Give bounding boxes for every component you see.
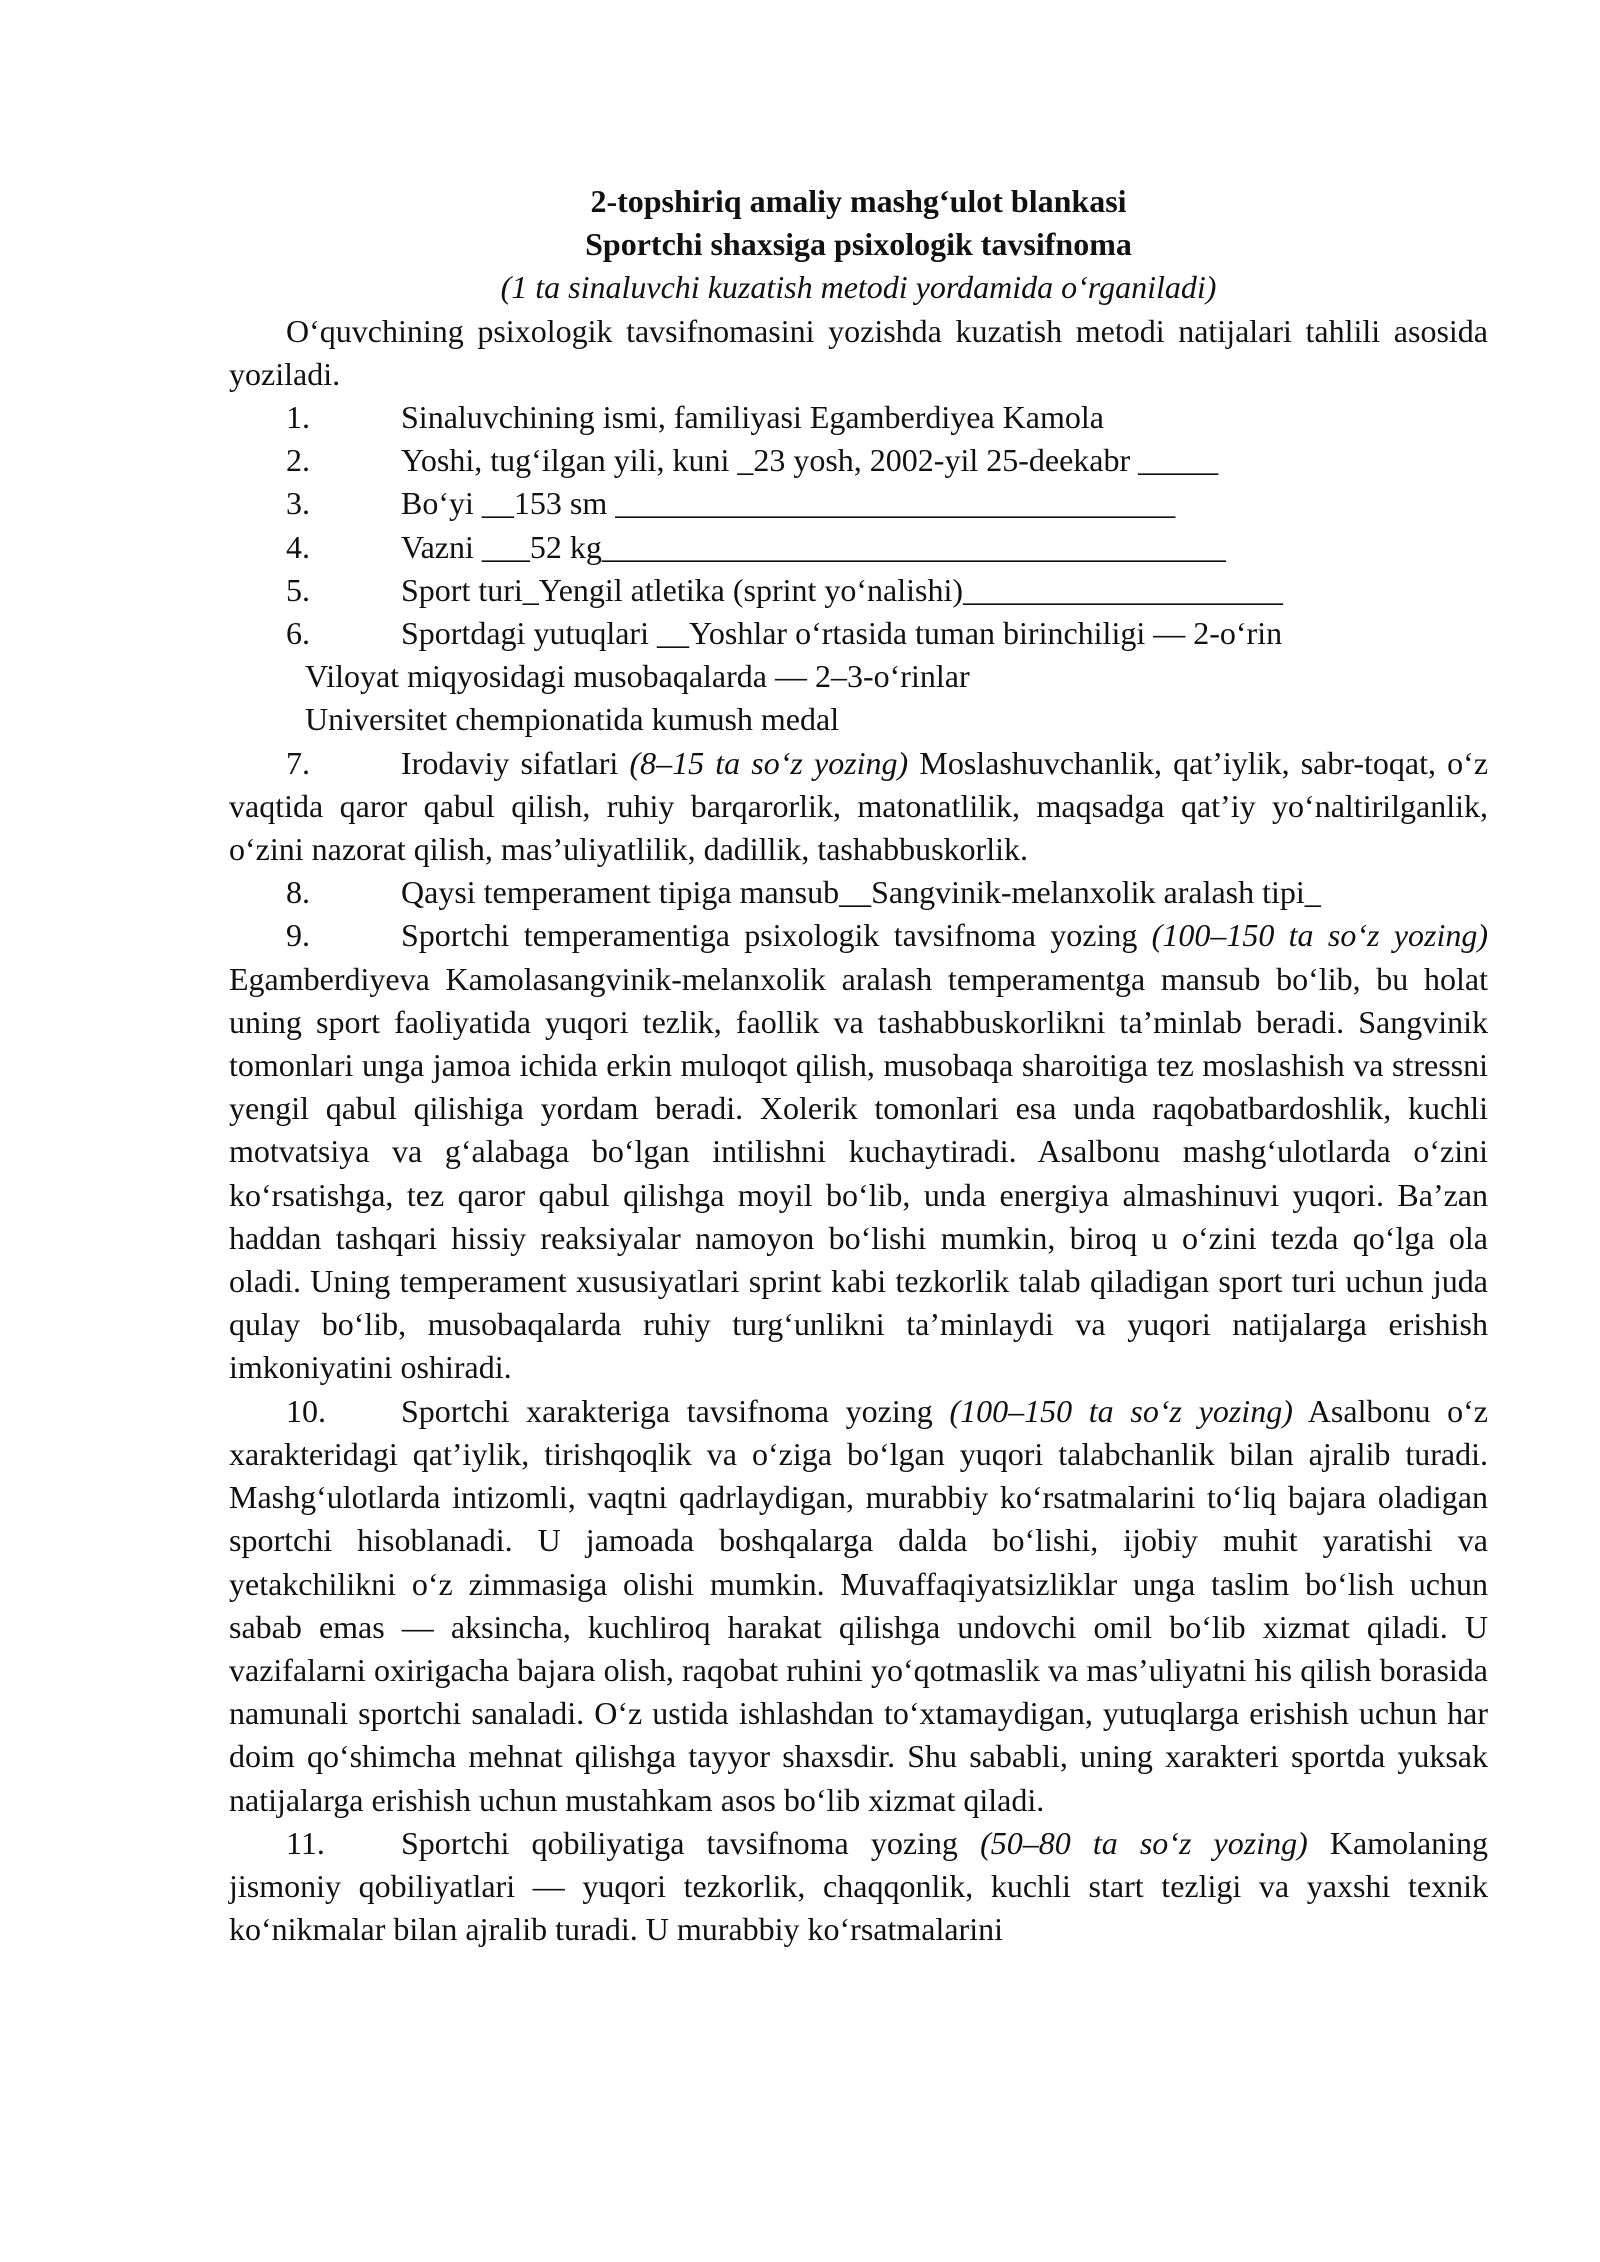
item-number: 5. <box>286 571 310 608</box>
item-label: Sportchi xarakteriga tavsifnoma yozing <box>401 1392 933 1429</box>
item-label: Sportchi temperamentiga psixologik tavsifnoma yozing <box>401 917 1138 954</box>
item-hint: (50–80 ta so‘z yozing) <box>980 1824 1308 1861</box>
document-title: 2-topshiriq amaliy mashg‘ulot blankasi <box>590 183 1127 219</box>
list-item-1 <box>229 396 1488 439</box>
item-number: 2. <box>286 442 310 479</box>
list-item-6 <box>229 612 1488 655</box>
list-item-3 <box>229 482 1488 525</box>
item-text: Qaysi temperament tipiga mansub__Sangvinik-melanxolik aralash tipi_ <box>401 874 1321 911</box>
list-item-8 <box>229 871 1488 914</box>
item-text: Bo‘yi __153 sm ___________________________________ <box>401 485 1176 522</box>
list-item-11 <box>229 1822 1488 1952</box>
item-number: 4. <box>286 528 310 565</box>
item-answer: Egamberdiyeva Kamolasangvinik-melanxolik aralash temperamentga mansub bo‘lib, bu holat uning sport faoliyatida yuqori tezlik, faollik va tashabbuskorlikni ta’minlab beradi. Sangvinik tomonlari unga jamoa ichida erkin muloqot qilish, musobaqa sharoitiga tez moslashish va stressni yengil qabul qilishiga yordam beradi. Xolerik tomonlari esa unda raqobatbardoshlik, kuchli motvatsiya va g‘alabaga bo‘lgan intilishni kuchaytiradi. Asalbonu mashg‘ulotlarda o‘zini ko‘rsatishga, tez qaror qabul qilishga moyil bo‘lib, unda energiya almashinuvi yuqori. Ba’zan haddan tashqari hissiy reaksiyalar namoyon bo‘lishi mumkin, biroq u o‘zini tezda qo‘lga ola oladi. Uning temperament xususiyatlari sprint kabi tezkorlik talab qiladigan sport turi uchun juda qulay bo‘lib, musobaqalarda ruhiy turg‘unlikni ta’minlaydi va yuqori natijalarga erishish imkoniyatini oshiradi. <box>229 960 1488 1386</box>
item-number: 6. <box>286 615 310 652</box>
list-item-7 <box>229 742 1488 872</box>
item-text: Sinaluvchining ismi, familiyasi Egamberdiyea Kamola <box>401 399 1104 436</box>
item-text: Sportdagi yutuqlari __Yoshlar o‘rtasida tuman birinchiligi — 2-o‘rin <box>401 615 1283 652</box>
item-number: 11. <box>286 1824 325 1861</box>
item-text: Sport turi_Yengil atletika (sprint yo‘nalishi)____________________ <box>401 571 1284 608</box>
item-number: 1. <box>286 399 310 436</box>
item-6-line-2: Viloyat miqyosidagi musobaqalarda — 2–3-o‘rinlar <box>305 658 970 695</box>
item-answer: Kamolaning jismoniy qobiliyatlari — yuqori tezkorlik, chaqqonlik, kuchli start tezligi va yaxshi texnik ko‘nikmalar bilan ajralib turadi. U murabbiy ko‘rsatmalarini <box>229 1824 1489 1948</box>
item-answer: Moslashuvchanlik, qat’iylik, sabr-toqat, o‘z vaqtida qaror qabul qilish, ruhiy barqarorlik, matonatlilik, maqsadga qat’iy yo‘naltirilganlik, o‘zini nazorat qilish, mas’uliyatlilik, dadillik, tashabbuskorlik. <box>229 744 1489 868</box>
item-number: 7. <box>286 744 310 781</box>
list-item-10 <box>229 1390 1488 1822</box>
item-number: 10. <box>286 1392 326 1429</box>
item-hint: (100–150 ta so‘z yozing) <box>949 1392 1293 1429</box>
item-number: 9. <box>286 917 310 954</box>
item-number: 3. <box>286 485 310 522</box>
item-label: Sportchi qobiliyatiga tavsifnoma yozing <box>401 1824 958 1861</box>
item-hint: (8–15 ta so‘z yozing) <box>629 744 909 781</box>
item-text: Yoshi, tug‘ilgan yili, kuni _23 yosh, 2002-yil 25-deekabr _____ <box>401 442 1219 479</box>
intro-paragraph: O‘quvchining psixologik tavsifnomasini yozishda kuzatish metodi natijalari tahlili asosida yoziladi. <box>229 312 1488 392</box>
list-item-4 <box>229 526 1488 569</box>
item-answer: Asalbonu o‘z xarakteridagi qat’iylik, tirishqoqlik va o‘ziga bo‘lgan yuqori talabchanlik bilan ajralib turadi. Mashg‘ulotlarda intizomli, vaqtni qadrlaydigan, murabbiy ko‘rsatmalarini to‘liq bajara oladigan sportchi hisoblanadi. U jamoada boshqalarga dalda bo‘lishi, ijobiy muhit yaratishi va yetakchilikni o‘z zimmasiga olishi mumkin. Muvaffaqiyatsizliklar unga taslim bo‘lish uchun sabab emas — aksincha, kuchliroq harakat qilishga undovchi omil bo‘lib xizmat qiladi. U vazifalarni oxirigacha bajara olish, raqobat ruhini yo‘qotmaslik va mas’uliyatni his qilish borasida namunali sportchi sanaladi. O‘z ustida ishlashdan to‘xtamaydigan, yutuqlarga erishish uchun har doim qo‘shimcha mehnat qilishga tayyor shaxsdir. Shu sababli, uning xarakteri sportda yuksak natijalarga erishish uchun mustahkam asos bo‘lib xizmat qiladi. <box>229 1392 1489 1818</box>
item-number: 8. <box>286 874 310 911</box>
document-note: (1 ta sinaluvchi kuzatish metodi yordamida o‘rganiladi) <box>500 269 1217 306</box>
item-label: Irodaviy sifatlari <box>401 744 619 781</box>
list-item-2 <box>229 439 1488 482</box>
list-item-5 <box>229 569 1488 612</box>
item-hint: (100–150 ta so‘z yozing) <box>1151 917 1489 954</box>
document-subtitle: Sportchi shaxsiga psixologik tavsifnoma <box>585 226 1132 263</box>
item-text: Vazni ___52 kg_______________________________________ <box>401 528 1226 565</box>
list-item-9 <box>229 914 1488 1389</box>
item-6-line-3: Universitet chempionatida kumush medal <box>305 701 840 738</box>
